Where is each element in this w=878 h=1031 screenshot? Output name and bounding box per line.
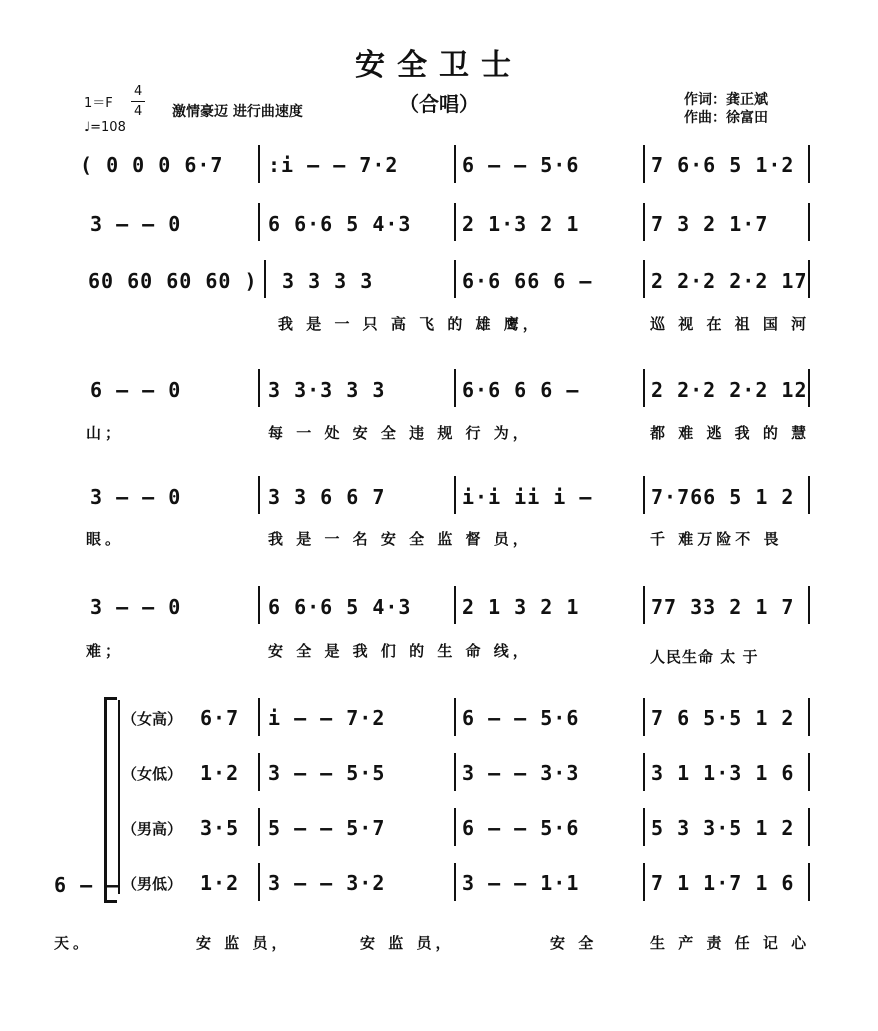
row3-lyrics-a: 我 是 一 只 高 飞 的 雄 鹰，	[278, 315, 542, 333]
barline	[643, 476, 645, 514]
barline	[808, 753, 810, 791]
part-label-soprano: （女高）	[122, 710, 183, 728]
part-label-tenor: （男高）	[122, 820, 183, 838]
barline	[258, 698, 260, 736]
final-lyric-2: 安 监 员，	[196, 934, 291, 952]
row6-measure3: 2 1 3 2 1	[462, 595, 580, 619]
barline	[258, 808, 260, 846]
row4-measure3: 6·6 6 6 –	[462, 378, 580, 402]
barline	[808, 863, 810, 901]
row5-lyrics-a: 眼。	[86, 530, 125, 548]
row3-measure1: 60 60 60 60 )	[88, 269, 258, 293]
final-lyric-1: 天。	[54, 934, 93, 952]
song-subtitle: （合唱）	[399, 92, 479, 116]
row4-measure2: 3 3·3 3 3	[268, 378, 386, 402]
row1-measure3: 6 – – 5·6	[462, 153, 580, 177]
part-tenor-m1: 5 – – 5·7	[268, 816, 386, 840]
row3-measure4: 2 2·2 2·2 17	[651, 269, 808, 293]
part-alto-m1: 3 – – 5·5	[268, 761, 386, 785]
row6-lyrics-c: 人民生命 太 于	[650, 648, 759, 666]
row4-lyrics-a: 山；	[86, 424, 125, 442]
row5-lyrics-b: 我 是 一 名 安 全 监 督 员，	[268, 530, 532, 548]
lyricist-credit: 作词：龚正斌	[684, 92, 768, 108]
barline	[258, 145, 260, 183]
part-soprano-pickup: 6·7	[200, 706, 240, 730]
barline	[643, 698, 645, 736]
barline	[808, 369, 810, 407]
row2-measure4: 7 3 2 1·7	[651, 212, 769, 236]
barline	[258, 586, 260, 624]
row5-measure4: 7·766 5 1 2	[651, 485, 795, 509]
barline	[264, 260, 266, 298]
row4-lyrics-b: 每 一 处 安 全 违 规 行 为，	[268, 424, 532, 442]
row5-measure3: i·i ii i –	[462, 485, 593, 509]
barline	[454, 753, 456, 791]
time-top: 4	[134, 84, 143, 99]
key-signature: 1＝F	[84, 96, 113, 111]
part-alto-m3: 3 1 1·3 1 6	[651, 761, 795, 785]
row6-measure1: 3 – – 0	[90, 595, 182, 619]
barline	[808, 145, 810, 183]
part-soprano-m3: 7 6 5·5 1 2	[651, 706, 795, 730]
barline	[808, 260, 810, 298]
barline	[808, 698, 810, 736]
part-soprano-m1: i – – 7·2	[268, 706, 386, 730]
final-lyric-5: 生 产 责 任 记 心	[650, 934, 811, 952]
barline	[258, 753, 260, 791]
barline	[258, 203, 260, 241]
barline	[808, 808, 810, 846]
part-lead-notes: 6 – –	[54, 873, 120, 897]
expression-marking: 激情豪迈 进行曲速度	[172, 104, 303, 120]
composer-credit: 作曲：徐富田	[684, 110, 768, 126]
barline	[643, 369, 645, 407]
barline	[808, 476, 810, 514]
barline	[454, 369, 456, 407]
part-label-bass: （男低）	[122, 875, 183, 893]
row6-lyrics-a: 难；	[86, 642, 125, 660]
row5-measure2: 3 3 6 6 7	[268, 485, 386, 509]
barline	[643, 586, 645, 624]
barline	[454, 808, 456, 846]
barline	[643, 753, 645, 791]
barline	[258, 476, 260, 514]
barline	[454, 863, 456, 901]
barline	[643, 808, 645, 846]
final-lyric-3: 安 监 员，	[360, 934, 455, 952]
row4-measure4: 2 2·2 2·2 12	[651, 378, 808, 402]
row1-measure4: 7 6·6 5 1·2	[651, 153, 795, 177]
barline	[454, 698, 456, 736]
row1-measure1: ( 0 0 0 6·7	[80, 153, 224, 177]
row1-measure2: :i – – 7·2	[268, 153, 399, 177]
part-tenor-m3: 5 3 3·5 1 2	[651, 816, 795, 840]
part-bass-m2: 3 – – 1·1	[462, 871, 580, 895]
row3-measure2: 3 3 3 3	[282, 269, 374, 293]
tempo-marking: ♩=108	[84, 120, 126, 135]
part-label-alto: （女低）	[122, 765, 183, 783]
time-divider	[131, 101, 145, 102]
time-bottom: 4	[134, 104, 143, 119]
row3-lyrics-b: 巡 视 在 祖 国 河	[650, 315, 811, 333]
barline	[643, 203, 645, 241]
part-soprano-m2: 6 – – 5·6	[462, 706, 580, 730]
barline	[643, 145, 645, 183]
part-bracket-inner	[118, 700, 120, 894]
part-bass-m1: 3 – – 3·2	[268, 871, 386, 895]
part-bass-m3: 7 1 1·7 1 6	[651, 871, 795, 895]
row2-measure3: 2 1·3 2 1	[462, 212, 580, 236]
part-bass-pickup: 1·2	[200, 871, 240, 895]
part-tenor-m2: 6 – – 5·6	[462, 816, 580, 840]
barline	[454, 145, 456, 183]
song-title: 安全卫士	[355, 48, 523, 83]
row6-lyrics-b: 安 全 是 我 们 的 生 命 线，	[268, 642, 532, 660]
barline	[643, 260, 645, 298]
barline	[643, 863, 645, 901]
row3-measure3: 6·6 66 6 –	[462, 269, 593, 293]
barline	[258, 863, 260, 901]
row5-lyrics-c: 千 难万险不 畏	[650, 530, 783, 548]
row2-measure1: 3 – – 0	[90, 212, 182, 236]
part-alto-pickup: 1·2	[200, 761, 240, 785]
barline	[454, 203, 456, 241]
row2-measure2: 6 6·6 5 4·3	[268, 212, 412, 236]
barline	[808, 203, 810, 241]
final-lyric-4: 安 全	[550, 934, 598, 952]
row6-measure2: 6 6·6 5 4·3	[268, 595, 412, 619]
row6-measure4: 77 33 2 1 7	[651, 595, 795, 619]
barline	[808, 586, 810, 624]
barline	[454, 586, 456, 624]
barline	[454, 476, 456, 514]
row4-measure1: 6 – – 0	[90, 378, 182, 402]
barline	[258, 369, 260, 407]
barline	[454, 260, 456, 298]
part-tenor-pickup: 3·5	[200, 816, 240, 840]
part-alto-m2: 3 – – 3·3	[462, 761, 580, 785]
row4-lyrics-c: 都 难 逃 我 的 慧	[650, 424, 811, 442]
row5-measure1: 3 – – 0	[90, 485, 182, 509]
